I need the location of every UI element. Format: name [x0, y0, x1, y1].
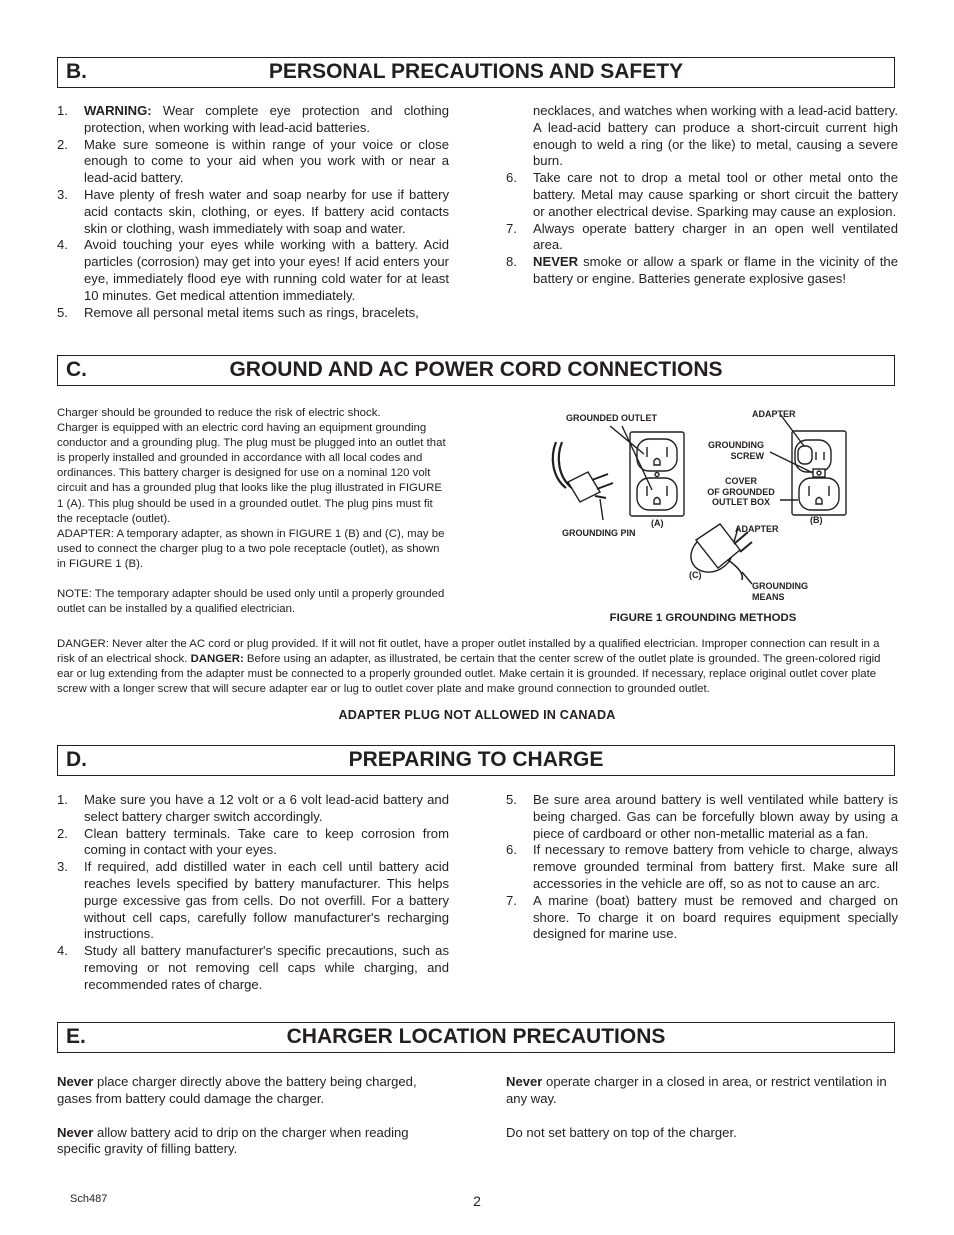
danger-label: DANGER:	[190, 653, 244, 666]
list-number: 2.	[57, 136, 68, 152]
section-e-title: CHARGER LOCATION PRECAUTIONS	[286, 1025, 666, 1048]
page-number: 2	[473, 1193, 481, 1209]
list-item	[506, 170, 898, 220]
section-d-title: PREPARING TO CHARGE	[348, 748, 604, 771]
list-item-text: Make sure someone is within range of your voice or close enough to come to your aid when you work with or near a lead-acid battery.	[84, 136, 449, 186]
list-item	[506, 254, 898, 288]
section-d-right-column	[506, 792, 898, 943]
section-b-header	[57, 57, 895, 88]
never-label: Never	[57, 1074, 94, 1089]
list-item	[506, 103, 898, 170]
model-number: Sch487	[70, 1193, 108, 1205]
label-cover-line1: COVER	[724, 476, 757, 486]
list-item-text: Study all battery manufacturer's specific precautions, such as removing or not removing cell caps while charging, and recommended rates of charge.	[84, 943, 449, 992]
outlet-a-upper-receptacle	[637, 439, 677, 471]
section-b-letter: B.	[66, 60, 87, 83]
precaution-paragraph	[506, 1074, 898, 1108]
figure-grounding-methods	[548, 402, 858, 634]
list-item	[57, 103, 449, 137]
list-number: 3.	[57, 186, 68, 202]
label-grounded-outlet: GROUNDED OUTLET	[566, 413, 657, 423]
danger-warning	[57, 637, 897, 697]
section-b-title: PERSONAL PRECAUTIONS AND SAFETY	[268, 60, 684, 83]
section-c-title: GROUND AND AC POWER CORD CONNECTIONS	[229, 358, 723, 381]
label-grounding-means-line1: GROUNDING	[752, 581, 808, 591]
adapter-description: ADAPTER: A temporary adapter, as shown in FIGURE 1 (B) and (C), may be used to connect the charger plug to a two pole receptacle (outlet), as shown in FIGURE 1 (B).	[57, 527, 445, 570]
section-b-right-column	[506, 103, 898, 288]
list-number: 7.	[506, 220, 517, 236]
label-adapter-top: ADAPTER	[752, 409, 796, 419]
precaution-paragraph	[57, 1125, 449, 1159]
grounding-description: Charger is equipped with an electric cord having an equipment grounding conductor and a grounding plug. The plug must be plugged into an outlet that is properly installed and grounded in accordance with all local codes and ordinances. This battery charger is designed for use on a nominal 120 volt circuit and has a grounded plug that looks like the plug illustrated in FIGURE 1 (A). This plug should be used in a grounded outlet. The plug pins must fit the receptacle (outlet).	[57, 422, 446, 525]
list-number: 5.	[57, 304, 68, 320]
label-adapter-mid: ADAPTER	[735, 524, 779, 534]
list-number: 8.	[506, 254, 517, 270]
list-item-text: Wear complete eye protection and clothing protection, when working with lead-acid batteries.	[84, 103, 449, 135]
never-label: Never	[57, 1124, 94, 1140]
list-item-text: Have plenty of fresh water and soap nearby for use if battery acid contacts skin, clothing, or eyes. If battery acid contacts skin or clothing, wash immediately with soap and water.	[84, 186, 449, 236]
label-cover-line3: OUTLET BOX	[712, 497, 770, 507]
label-a: (A)	[651, 518, 664, 528]
section-d-header	[57, 745, 895, 776]
list-number: 4.	[57, 943, 68, 959]
plug-a-body	[568, 472, 600, 502]
list-item	[506, 221, 898, 255]
list-number: 6.	[506, 170, 517, 186]
list-item	[57, 187, 449, 237]
precaution-paragraph	[506, 1125, 898, 1142]
adapter-b-ground-ear	[813, 469, 825, 477]
section-e-letter: E.	[66, 1025, 86, 1048]
list-item-text: Remove all personal metal items such as rings, bracelets,	[84, 304, 419, 320]
precaution-text: Do not set battery on top of the charger.	[506, 1124, 737, 1140]
list-item	[57, 237, 449, 304]
section-e-header	[57, 1022, 895, 1053]
precaution-text: operate charger in a closed in area, or restrict ventilation in any way.	[506, 1074, 887, 1106]
label-grounding-screw-line2: SCREW	[730, 450, 764, 461]
section-c-header	[57, 355, 895, 386]
list-item	[57, 943, 449, 993]
list-item-text: Make sure you have a 12 volt or a 6 volt lead-acid battery and select battery charger switch accordingly.	[84, 792, 449, 824]
list-item-text: A marine (boat) battery must be removed and charged on shore. To charge it on board requires equipment specially designed for marine use.	[533, 892, 898, 942]
label-b: (B)	[810, 515, 823, 525]
list-item-emphasis: WARNING:	[84, 103, 152, 118]
section-d-left-column	[57, 792, 449, 994]
list-item	[506, 893, 898, 943]
precaution-text: allow battery acid to drip on the charger when reading specific gravity of filling battery.	[57, 1124, 409, 1157]
list-item	[57, 859, 449, 943]
figure-caption: FIGURE 1 GROUNDING METHODS	[609, 612, 797, 624]
list-number: 3.	[57, 859, 68, 875]
list-item	[57, 137, 449, 187]
label-grounding-screw-line1: GROUNDING	[708, 440, 764, 450]
section-c-letter: C.	[66, 358, 87, 381]
section-b-left-column	[57, 103, 449, 321]
section-e-right-column	[506, 1074, 898, 1158]
outlet-b-lower-receptacle	[799, 478, 839, 510]
list-number: 6.	[506, 842, 517, 858]
section-c-text	[57, 406, 450, 617]
list-number: 4.	[57, 237, 68, 253]
list-item-text: If required, add distilled water in each cell until battery acid reaches levels specified by battery manufacturer. This helps purge excessive gas from cells. Do not overfill. For a battery without cell caps, carefully follow manufacturer's recharging instructions.	[84, 859, 449, 942]
label-cover	[696, 476, 786, 508]
item-5-continued: necklaces, and watches when working with a lead-acid battery. A lead-acid battery can produce a short-circuit current high enough to weld a ring (or the like) to metal, causing a severe burn.	[533, 103, 898, 169]
list-item-text: Always operate battery charger in an open well ventilated area.	[533, 220, 898, 253]
label-c: (C)	[689, 570, 702, 580]
never-label: Never	[506, 1074, 543, 1089]
list-item-text: If necessary to remove battery from vehicle to charge, always remove grounded terminal from battery first. Make sure all accessories in the vehicle are off, so as not to cause an arc.	[533, 842, 898, 891]
section-e-left-column	[57, 1074, 449, 1175]
list-item	[506, 842, 898, 892]
list-item-text: Be sure area around battery is well ventilated while battery is being charged. Gas can be forcefully blown away by using a piece of cardboard or other non-metallic material as a fan.	[533, 792, 898, 841]
outlet-a-lower-receptacle	[637, 478, 677, 510]
list-item-text: Avoid touching your eyes while working with a battery. Acid particles (corrosion) may get into your eyes! If acid enters your eye, immediately flood eye with running cold water for at least 10 minutes. Get medical attention immediately.	[84, 237, 449, 303]
adapter-note: NOTE: The temporary adapter should be used only until a properly grounded outlet can be installed by a qualified electrician.	[57, 588, 445, 616]
section-d-letter: D.	[66, 748, 87, 771]
canada-notice: ADAPTER PLUG NOT ALLOWED IN CANADA	[338, 708, 616, 722]
list-item	[57, 792, 449, 826]
danger-text-1: DANGER: Never alter the AC cord or plug provided. If it will not fit outlet, have a proper outlet installed by a qualified electrician. Improper connection can result in a risk of an electrical shock.	[57, 638, 880, 666]
list-item	[57, 826, 449, 860]
list-item-emphasis: NEVER	[533, 254, 579, 270]
precaution-text: place charger directly above the battery being charged, gases from battery could damage the charger.	[57, 1074, 417, 1106]
label-grounding-means-line2: MEANS	[752, 591, 785, 602]
label-grounding-pin: GROUNDING PIN	[562, 528, 636, 538]
list-item-text: smoke or allow a spark or flame in the vicinity of the battery or engine. Batteries generate explosive gases!	[533, 254, 898, 286]
list-item	[57, 305, 449, 322]
list-number: 1.	[57, 792, 68, 807]
list-item-text: Take care not to drop a metal tool or other metal onto the battery. Metal may cause sparking or short circuit the battery or another electrical devise. Sparking may cause an explosion.	[533, 170, 898, 219]
list-number: 5.	[506, 792, 517, 807]
label-cover-line2: OF GROUNDED	[707, 486, 775, 497]
danger-text-2: Before using an adapter, as illustrated, be certain that the center screw of the outlet plate is grounded. The green-colored rigid ear or lug extending from the adapter must be connected to a properly grounded outlet. Make certain it is grounded. If necessary, replace original outlet cover plate screw with a longer screw that will secure adapter ear or lug to outlet cover plate and make ground connection to grounded outlet.	[57, 653, 881, 696]
label-grounding-screw	[706, 440, 764, 461]
list-item	[506, 792, 898, 842]
list-number: 2.	[57, 825, 68, 841]
list-number: 1.	[57, 103, 68, 118]
list-item-text: Clean battery terminals. Take care to keep corrosion from coming in contact with your eyes.	[84, 825, 449, 858]
grounding-intro: Charger should be grounded to reduce the risk of electric shock.	[57, 407, 381, 419]
label-grounding-means	[752, 581, 808, 602]
precaution-paragraph	[57, 1074, 449, 1108]
list-number: 7.	[506, 892, 517, 908]
